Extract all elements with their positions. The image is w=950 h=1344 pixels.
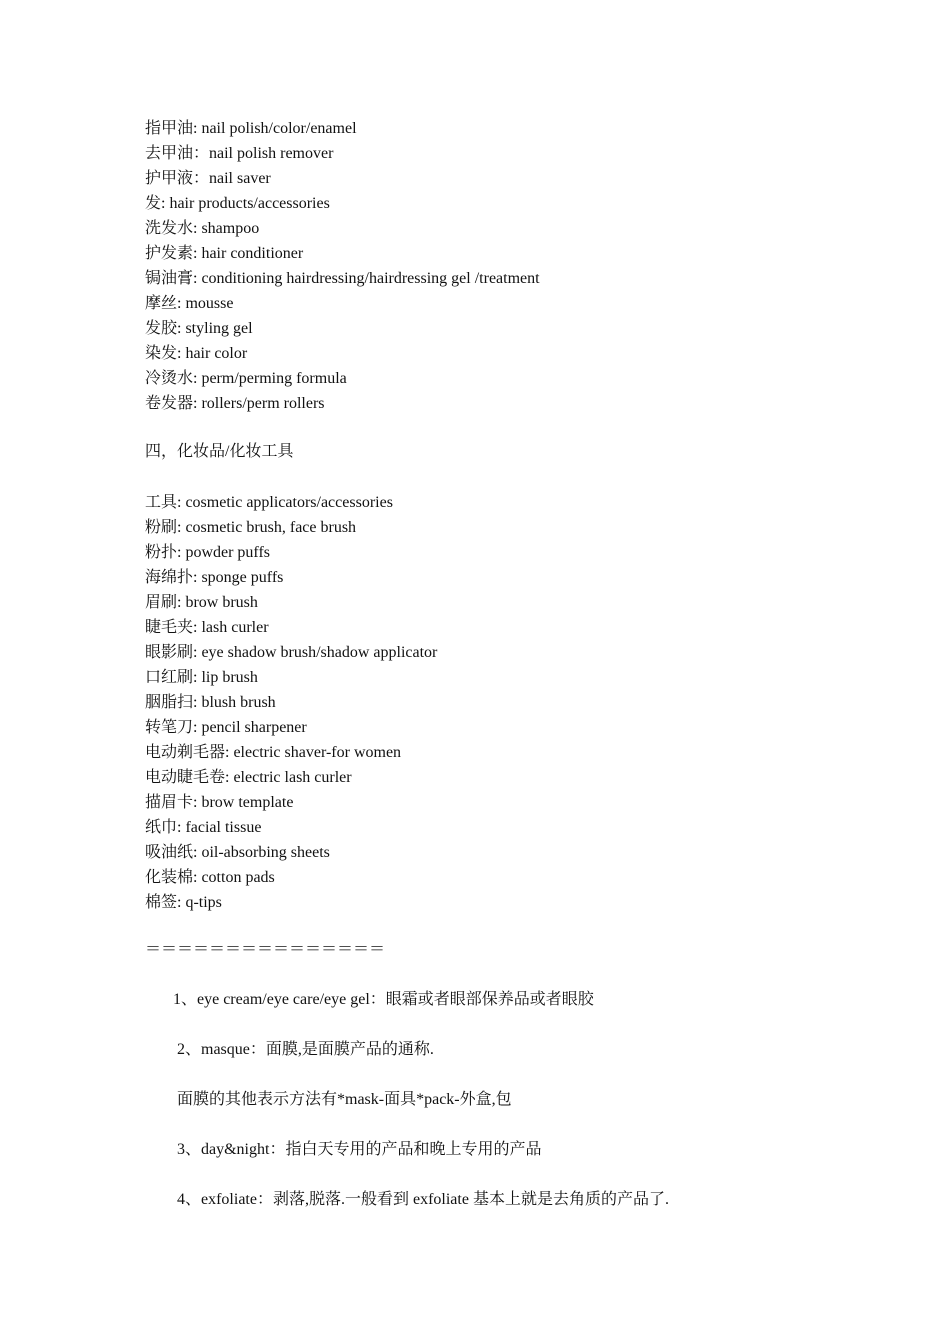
list-item: 睫毛夹: lash curler <box>145 619 269 636</box>
list-item: 冷烫水: perm/perming formula <box>145 370 347 387</box>
note-paragraph: 1、eye cream/eye care/eye gel：眼霜或者眼部保养品或者眼胶 <box>173 991 594 1008</box>
note-paragraph: 4、exfoliate：剥落,脱落.一般看到 exfoliate 基本上就是去角质的产品了. <box>177 1191 669 1208</box>
list-item: 吸油纸: oil-absorbing sheets <box>145 844 330 861</box>
note-paragraph: 2、masque：面膜,是面膜产品的通称. <box>177 1041 434 1058</box>
list-item: 眉刷: brow brush <box>145 594 258 611</box>
hair-products-list <box>145 116 845 416</box>
list-item: 胭脂扫: blush brush <box>145 694 276 711</box>
list-item: 摩丝: mousse <box>145 295 234 312</box>
list-item: 工具: cosmetic applicators/accessories <box>145 494 393 511</box>
list-item: 指甲油: nail polish/color/enamel <box>145 120 357 137</box>
divider-line: ＝＝＝＝＝＝＝＝＝＝＝＝＝＝＝ <box>145 941 386 958</box>
section-heading: 四，化妆品/化妆工具 <box>145 443 294 460</box>
list-item: 纸巾: facial tissue <box>145 819 262 836</box>
list-item: 粉扑: powder puffs <box>145 544 271 561</box>
list-item: 去甲油：nail polish remover <box>145 145 334 162</box>
list-item: 口红刷: lip brush <box>145 669 258 686</box>
list-item: 眼影刷: eye shadow brush/shadow applicator <box>145 644 438 661</box>
list-item: 电动剃毛器: electric shaver-for women <box>145 744 402 761</box>
note-paragraph: 3、day&night：指白天专用的产品和晚上专用的产品 <box>177 1141 542 1158</box>
notes-section <box>0 987 950 1227</box>
cosmetic-tools-list <box>145 490 845 915</box>
list-item: 发: hair products/accessories <box>145 195 330 212</box>
list-item: 描眉卡: brow template <box>145 794 294 811</box>
list-item: 护甲液：nail saver <box>145 170 271 187</box>
list-item: 护发素: hair conditioner <box>145 245 304 262</box>
list-item: 棉签: q-tips <box>145 894 222 911</box>
list-item: 转笔刀: pencil sharpener <box>145 719 307 736</box>
list-item: 化装棉: cotton pads <box>145 869 275 886</box>
list-item: 电动睫毛卷: electric lash curler <box>145 769 352 786</box>
list-item: 锔油膏: conditioning hairdressing/hairdressing gel /treatment <box>145 270 540 287</box>
list-item: 卷发器: rollers/perm rollers <box>145 395 325 412</box>
list-item: 发胶: styling gel <box>145 320 253 337</box>
note-paragraph: 面膜的其他表示方法有*mask-面具*pack-外盒,包 <box>177 1091 512 1108</box>
list-item: 洗发水: shampoo <box>145 220 260 237</box>
list-item: 海绵扑: sponge puffs <box>145 569 284 586</box>
list-item: 染发: hair color <box>145 345 248 362</box>
list-item: 粉刷: cosmetic brush, face brush <box>145 519 357 536</box>
